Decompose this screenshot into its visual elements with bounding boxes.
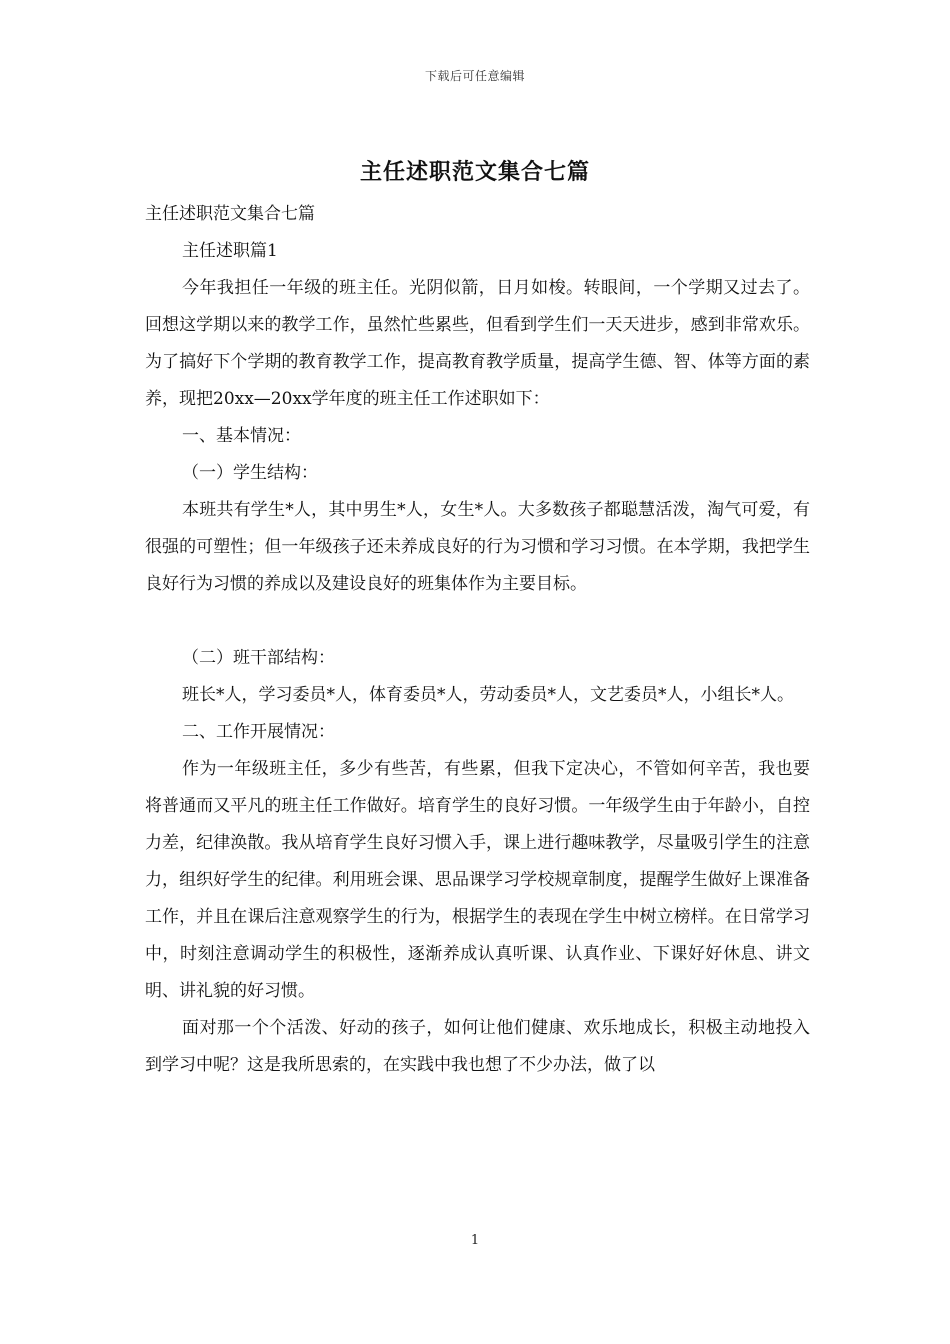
paragraph-intro: 今年我担任一年级的班主任。光阴似箭，日月如梭。转眼间，一个学期又过去了。回想这学期以来的教学工作，虽然忙些累些，但看到学生们一天天进步，感到非常欢乐。为了搞好下个学期的教育教学工作，提高教育教学质量，提高学生德、智、体等方面的素养，现把20xx—20xx学年度的班主任工作述职如下：	[145, 278, 810, 409]
document-body	[145, 196, 810, 1084]
heading-class-cadre: （二）班干部结构：	[182, 648, 335, 668]
heading-basic-situation: 一、基本情况：	[182, 426, 301, 446]
paragraph-student-structure: 本班共有学生*人，其中男生*人，女生*人。大多数孩子都聪慧活泼，淘气可爱，有很强的可塑性；但一年级孩子还未养成良好的行为习惯和学习习惯。在本学期，我把学生良好行为习惯的养成以及建设良好的班集体作为主要目标。	[145, 500, 810, 594]
section-heading: 主任述职篇1	[182, 241, 278, 261]
paragraph-class-cadre: 班长*人，学习委员*人，体育委员*人，劳动委员*人，文艺委员*人，小组长*人。	[182, 685, 794, 705]
page-number: 1	[470, 1233, 480, 1248]
heading-student-structure: （一）学生结构：	[182, 463, 318, 483]
heading-work-progress: 二、工作开展情况：	[182, 722, 335, 742]
document-title: 主任述职范文集合七篇	[359, 159, 590, 185]
paragraph-reflection: 面对那一个个活泼、好动的孩子，如何让他们健康、欢乐地成长，积极主动地投入到学习中呢？这是我所思索的，在实践中我也想了不少办法，做了以	[145, 1018, 810, 1075]
paragraph-work-progress: 作为一年级班主任，多少有些苦，有些累，但我下定决心，不管如何辛苦，我也要将普通而又平凡的班主任工作做好。培育学生的良好习惯。一年级学生由于年龄小，自控力差，纪律涣散。我从培育学生良好习惯入手，课上进行趣味教学，尽量吸引学生的注意力，组织好学生的纪律。利用班会课、思品课学习学校规章制度，提醒学生做好上课准备工作，并且在课后注意观察学生的行为，根据学生的表现在学生中树立榜样。在日常学习中，时刻注意调动学生的积极性，逐渐养成认真听课、认真作业、下课好好休息、讲文明、讲礼貌的好习惯。	[145, 759, 810, 1001]
header-note: 下载后可任意编辑	[424, 69, 525, 83]
document-subtitle: 主任述职范文集合七篇	[145, 204, 315, 224]
